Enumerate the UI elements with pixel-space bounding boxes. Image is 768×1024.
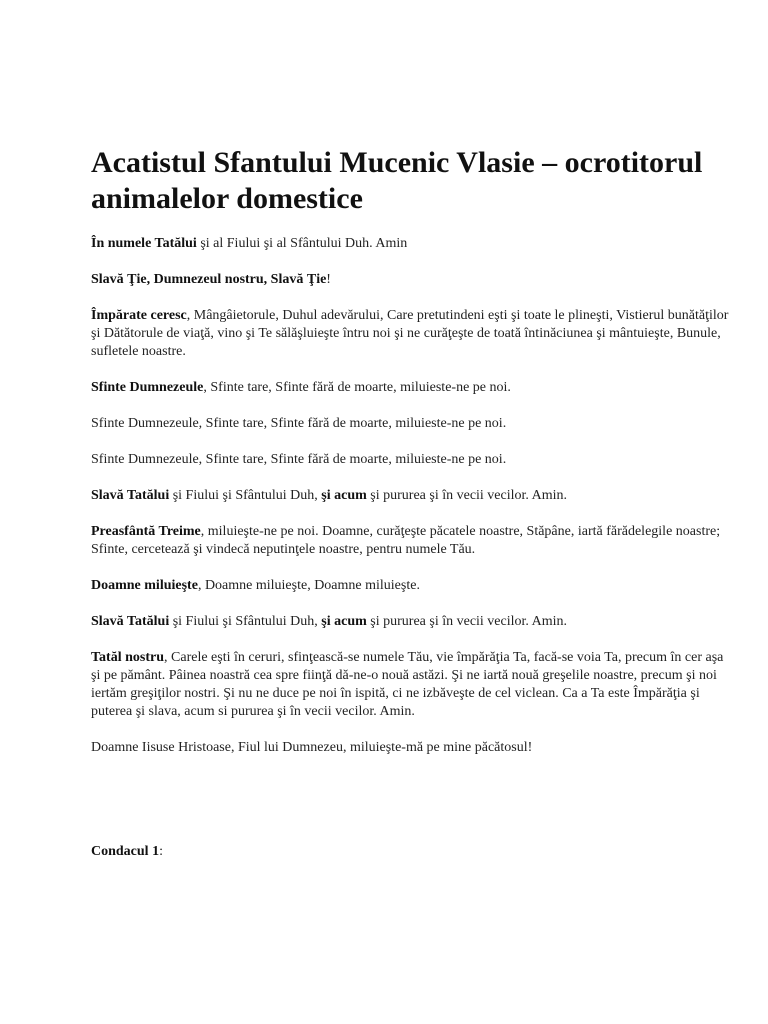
paragraph-text: , Doamne miluieşte, Doamne miluieşte. bbox=[197, 578, 420, 593]
paragraph-invocation bbox=[91, 235, 731, 253]
bold-phrase: Sfinte Dumnezeule bbox=[91, 380, 204, 395]
bold-phrase: Împărate ceresc bbox=[91, 308, 187, 323]
paragraph-text: , Mângâietorule, Duhul adevărului, Care pretutindeni eşti şi toate le plineşti, Vistierul bunătăţilor şi Dătătorule de viaţă, vino şi Te sălăşluieşte întru noi şi ne curăţeşte de toată întinăciunea şi mântuieşte, Bunule, sufletele noastre. bbox=[91, 308, 729, 359]
paragraph-glory-father-2 bbox=[91, 613, 731, 631]
paragraph-our-father bbox=[91, 649, 731, 721]
bold-phrase: În numele Tatălui bbox=[91, 236, 197, 251]
paragraph-text: , Carele eşti în ceruri, sfinţească-se numele Tău, vie împărăţia Ta, facă-se voia Ta, precum în cer aşa şi pe pământ. Pâinea noastră cea spre fiinţă dă-ne-o nouă astăzi. Şi ne iartă nouă greşelile noastre, precum şi noi iertăm greşiţilor nostri. Şi nu ne duce pe noi în ispită, ci ne izbăveşte de cel viclean. Ca a Ta este Împărăţia şi puterea şi slava, acum si pururea şi în vecii vecilor. Amin. bbox=[91, 650, 724, 719]
bold-phrase: Slavă Tatălui bbox=[91, 488, 170, 503]
paragraph-text: şi al Fiului şi al Sfântului Duh. Amin bbox=[196, 236, 408, 251]
paragraph-trisagion-2 bbox=[91, 415, 731, 433]
paragraph-text: şi pururea şi în vecii vecilor. Amin. bbox=[366, 614, 568, 629]
bold-phrase: şi acum bbox=[321, 614, 367, 629]
bold-phrase: Preasfântă Treime bbox=[91, 524, 201, 539]
bold-phrase: Doamne miluieşte bbox=[91, 578, 198, 593]
condac-heading bbox=[91, 843, 731, 861]
bold-phrase: Tatăl nostru bbox=[91, 650, 165, 665]
paragraph-glory bbox=[91, 271, 731, 289]
paragraph-text: şi Fiului şi Sfântului Duh, bbox=[169, 488, 322, 503]
bold-phrase: Slavă Ţie, Dumnezeul nostru, Slavă Ţie bbox=[91, 272, 327, 287]
document-content bbox=[91, 145, 731, 861]
bold-phrase: Condacul 1 bbox=[91, 844, 160, 859]
paragraph-text: , Sfinte tare, Sfinte fără de moarte, miluieste-ne pe noi. bbox=[203, 380, 511, 395]
paragraph-text: şi Fiului şi Sfântului Duh, bbox=[169, 614, 322, 629]
paragraph-text: : bbox=[159, 844, 163, 859]
bold-phrase: şi acum bbox=[321, 488, 367, 503]
paragraph-glory-father-1 bbox=[91, 487, 731, 505]
paragraph-jesus-prayer bbox=[91, 739, 731, 757]
document-title: Acatistul Sfantului Mucenic Vlasie – ocrotitorul animalelor domestice bbox=[91, 146, 703, 215]
paragraph-text: Doamne Iisuse Hristoase, Fiul lui Dumnezeu, miluieşte-mă pe mine păcătosul! bbox=[91, 740, 533, 755]
paragraph-text: Sfinte Dumnezeule, Sfinte tare, Sfinte fără de moarte, miluieste-ne pe noi. bbox=[91, 416, 507, 431]
paragraph-heavenly-king bbox=[91, 307, 731, 361]
paragraph-text: , miluieşte-ne pe noi. Doamne, curăţeşte păcatele noastre, Stăpâne, iartă fărădelegile noastre; Sfinte, cercetează şi vindecă neputinţele noastre, pentru numele Tău. bbox=[91, 524, 721, 557]
paragraph-trisagion-3 bbox=[91, 451, 731, 469]
paragraph-holy-trinity bbox=[91, 523, 731, 559]
bold-phrase: Slavă Tatălui bbox=[91, 614, 170, 629]
paragraph-text: ! bbox=[326, 272, 331, 287]
paragraph-trisagion-1 bbox=[91, 379, 731, 397]
paragraph-text: Sfinte Dumnezeule, Sfinte tare, Sfinte fără de moarte, miluieste-ne pe noi. bbox=[91, 452, 507, 467]
paragraph-lord-have-mercy bbox=[91, 577, 731, 595]
paragraph-text: şi pururea şi în vecii vecilor. Amin. bbox=[366, 488, 568, 503]
